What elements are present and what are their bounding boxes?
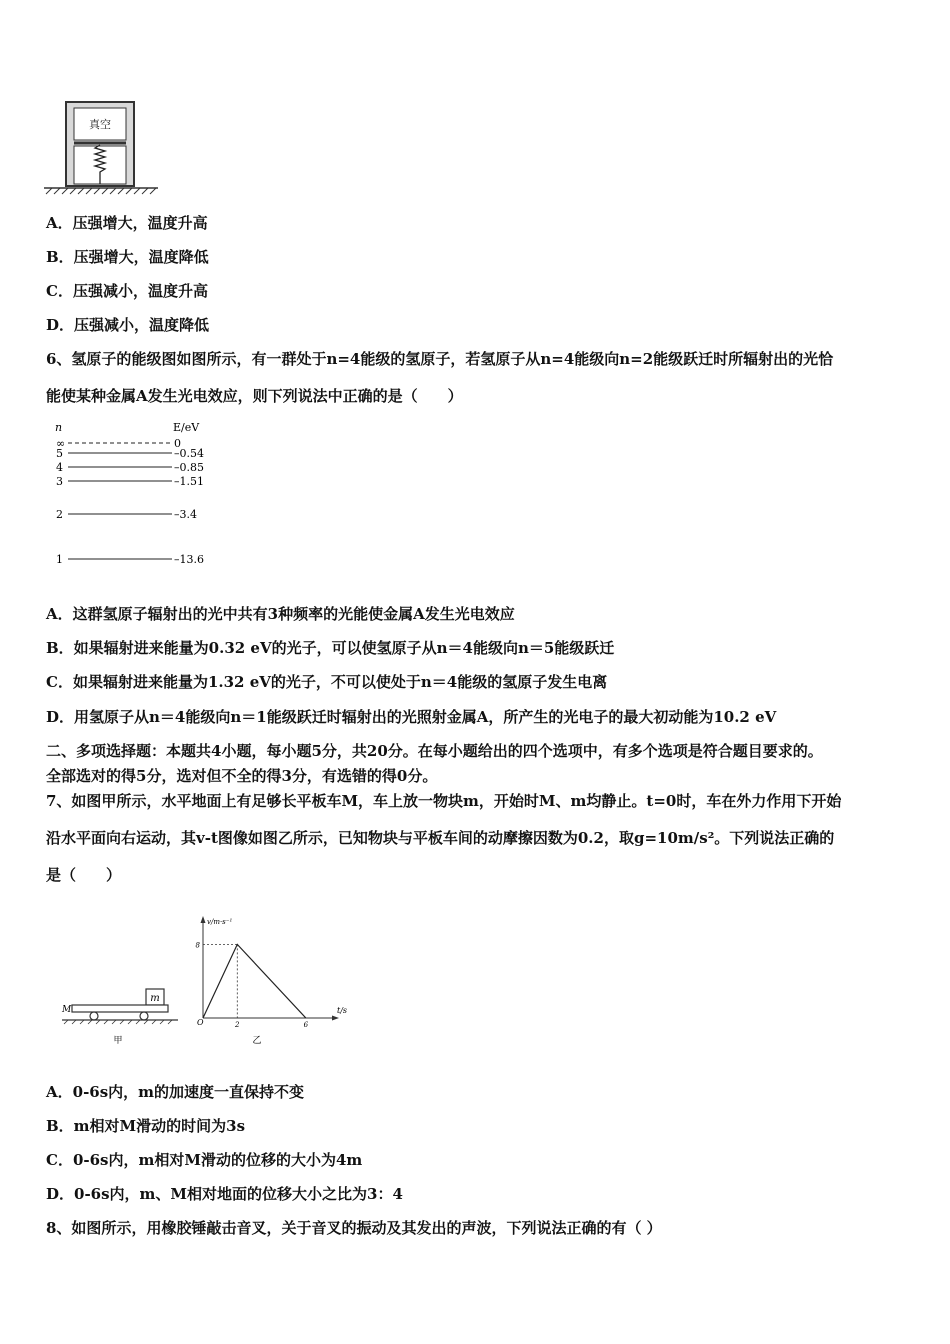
- section2-line2: 全部选对的得5分，选对但不全的得3分，有选错的得0分。: [46, 767, 438, 785]
- q6-option-c: C．如果辐射进来能量为1.32 eV的光子，不可以使处于n＝4能级的氢原子发生电离: [46, 673, 608, 691]
- q6-option-d: D．用氢原子从n＝4能级向n＝1能级跃迁时辐射出的光照射金属A，所产生的光电子的最大初动能为10.2 eV: [46, 708, 777, 726]
- q5-option-c: C．压强减小，温度升高: [46, 282, 208, 300]
- level-n-label: ∞: [56, 437, 66, 450]
- series-line: [203, 944, 306, 1018]
- y-axis-label: v/m·s⁻¹: [207, 918, 233, 926]
- section2-line1: 二、多项选择题：本题共4小题，每小题5分，共20分。在每小题给出的四个选项中，有多个选项是符合题目要求的。: [46, 742, 823, 760]
- q8-stem-line1: 8、如图所示，用橡胶锤敲击音叉，关于音叉的振动及其发出的声波，下列说法正确的有（ ）: [46, 1219, 662, 1237]
- vacuum-label: 真空: [89, 118, 111, 131]
- q7-option-b: B．m相对M滑动的时间为3s: [46, 1117, 246, 1135]
- level-n-label: 5: [56, 447, 63, 460]
- energy-axis-label: E/eV: [173, 421, 200, 434]
- energy-level-diagram: [50, 418, 240, 573]
- q6-option-b: B．如果辐射进来能量为0.32 eV的光子，可以使氢原子从n＝4能级向n＝5能级跃迁: [46, 639, 615, 657]
- q5-option-d: D．压强减小，温度降低: [46, 316, 210, 334]
- q7-option-c: C．0-6s内，m相对M滑动的位移的大小为4m: [46, 1151, 363, 1169]
- level-n-label: 4: [56, 461, 63, 474]
- level-energy-label: –0.54: [174, 447, 204, 460]
- x-tick-label: 2: [235, 1021, 240, 1029]
- level-n-label: 2: [56, 508, 63, 521]
- q7-option-a: A．0-6s内，m的加速度一直保持不变: [46, 1083, 305, 1101]
- figure-yi-caption: 乙: [252, 1036, 262, 1046]
- vt-chart: [185, 912, 355, 1047]
- x-axis-label: t/s: [337, 1006, 348, 1015]
- origin-label: O: [197, 1018, 204, 1027]
- level-n-label: 3: [56, 475, 63, 488]
- q7-option-d: D．0-6s内，m、M相对地面的位移大小之比为3：4: [46, 1185, 403, 1203]
- q7-stem-line3: 是（ ）: [46, 866, 122, 884]
- n-axis-label: n: [55, 421, 63, 434]
- x-tick-label: 6: [303, 1021, 309, 1029]
- level-n-label: 1: [56, 553, 63, 566]
- q6-option-a: A．这群氢原子辐射出的光中共有3种频率的光能使金属A发生光电效应: [46, 605, 515, 623]
- level-energy-label: 0: [174, 437, 181, 450]
- q5-option-a: A．压强增大，温度升高: [46, 214, 208, 232]
- q6-stem-line2: 能使某种金属A发生光电效应，则下列说法中正确的是（ ）: [46, 387, 463, 405]
- q5-option-b: B．压强增大，温度降低: [46, 248, 209, 266]
- q7-stem-line2: 沿水平面向右运动，其v-t图像如图乙所示，已知物块与平板车间的动摩擦因数为0.2，取g=10m/s²。下列说法正确的: [46, 829, 835, 847]
- level-energy-label: –1.51: [174, 475, 204, 488]
- block-label: m: [150, 993, 160, 1004]
- cart-label: M: [62, 1005, 72, 1015]
- y-tick-label: 8: [195, 941, 200, 950]
- cart-figure: [58, 985, 193, 1050]
- q7-stem-line1: 7、如图甲所示，水平地面上有足够长平板车M，车上放一物块m，开始时M、m均静止。t=0时，车在外力作用下开始: [46, 792, 842, 810]
- q6-stem-line1: 6、氢原子的能级图如图所示，有一群处于n=4能级的氢原子，若氢原子从n=4能级向n=2能级跃迁时所辐射出的光恰: [46, 350, 834, 368]
- level-energy-label: –3.4: [174, 508, 197, 521]
- vacuum-container-figure: [40, 98, 165, 198]
- figure-jia-caption: 甲: [113, 1036, 123, 1046]
- level-energy-label: –13.6: [174, 553, 204, 566]
- level-energy-label: –0.85: [174, 461, 204, 474]
